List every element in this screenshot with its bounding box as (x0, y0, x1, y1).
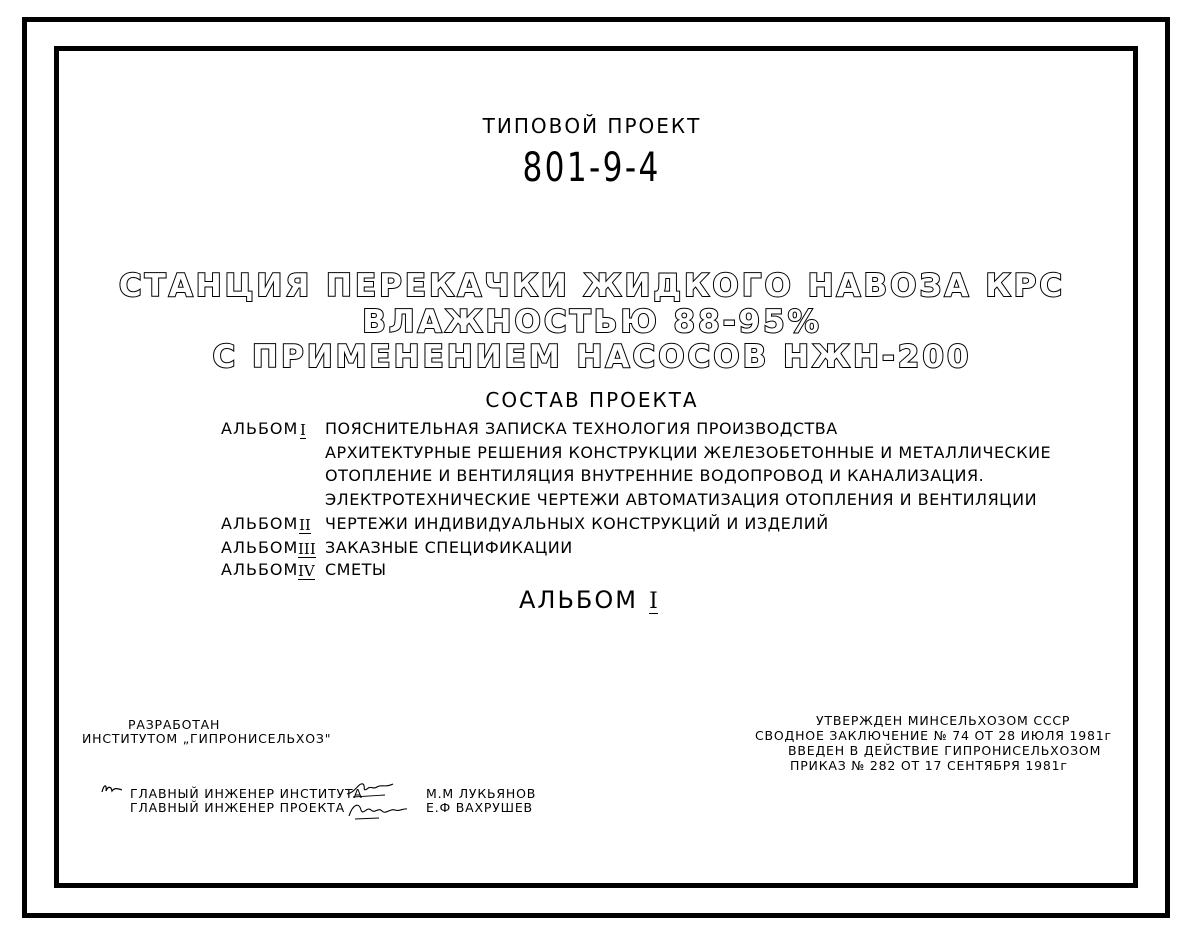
approval-line-3: ВВЕДЕН В ДЕЙСТВИЕ ГИПРОНИСЕЛЬХОЗОМ (788, 743, 1102, 758)
title-line-3: С ПРИМЕНЕНИЕМ НАСОСОВ НЖН-200 (212, 339, 972, 375)
project-type-label: ТИПОВОЙ ПРОЕКТ (482, 114, 702, 138)
chief-project-role: ГЛАВНЫЙ ИНЖЕНЕР ПРОЕКТА (130, 800, 345, 815)
album-2-line-1: ЧЕРТЕЖИ ИНДИВИДУАЛЬНЫХ КОНСТРУКЦИЙ И ИЗДЕЛИЙ (325, 514, 829, 533)
album-3-roman (298, 539, 316, 558)
chief-project-name: Е.Ф ВАХРУШЕВ (426, 800, 533, 815)
album-1-line-4: ЭЛЕКТРОТЕХНИЧЕСКИЕ ЧЕРТЕЖИ АВТОМАТИЗАЦИЯ ОТОПЛЕНИЯ И ВЕНТИЛЯЦИИ (325, 490, 1038, 509)
current-album (519, 586, 658, 614)
project-number: 801-9-4 (522, 145, 662, 191)
title-line-2: ВЛАЖНОСТЬЮ 88-95% (362, 304, 822, 340)
album-2-roman (299, 515, 311, 534)
current-album-label: АЛЬБОМ (519, 586, 638, 614)
album-4-roman (298, 561, 315, 580)
chief-institute-role: ГЛАВНЫЙ ИНЖЕНЕР ИНСТИТУТА (130, 786, 363, 801)
album-1-roman-text: I (300, 421, 306, 439)
album-4-roman-text: IV (298, 562, 315, 580)
album-4-line-1: СМЕТЫ (325, 560, 387, 579)
approval-line-2: СВОДНОЕ ЗАКЛЮЧЕНИЕ № 74 ОТ 28 ИЮЛЯ 1981г (755, 728, 1112, 743)
chief-institute-name: М.М ЛУКЬЯНОВ (426, 786, 537, 801)
approval-line-1: УТВЕРЖДЕН МИНСЕЛЬХОЗОМ СССР (816, 713, 1071, 728)
album-1-line-3: ОТОПЛЕНИЕ И ВЕНТИЛЯЦИЯ ВНУТРЕННИЕ ВОДОПРОВОД И КАНАЛИЗАЦИЯ. (325, 466, 985, 485)
project-number-wrap (0, 145, 1184, 191)
album-1-roman (300, 420, 306, 439)
initials-mark (100, 782, 124, 796)
album-1-label: АЛЬБОМ (221, 419, 299, 438)
developer-line-1: РАЗРАБОТАН (128, 717, 221, 732)
album-2-roman-text: II (299, 516, 311, 534)
composition-heading: СОСТАВ ПРОЕКТА (485, 388, 699, 412)
title-line-1: СТАНЦИЯ ПЕРЕКАЧКИ ЖИДКОГО НАВОЗА КРС (118, 268, 1066, 304)
developer-line-2: ИНСТИТУТОМ „ГИПРОНИСЕЛЬХОЗ" (82, 731, 332, 746)
album-1-line-2: АРХИТЕКТУРНЫЕ РЕШЕНИЯ КОНСТРУКЦИИ ЖЕЛЕЗОБЕТОННЫЕ И МЕТАЛЛИЧЕСКИЕ (325, 443, 1052, 462)
album-2-label: АЛЬБОМ (221, 514, 299, 533)
album-3-roman-text: III (298, 540, 316, 558)
signature-2 (345, 798, 409, 822)
album-3-label: АЛЬБОМ (221, 538, 299, 557)
approval-line-4: ПРИКАЗ № 282 ОТ 17 СЕНТЯБРЯ 1981г (790, 758, 1068, 773)
album-3-line-1: ЗАКАЗНЫЕ СПЕЦИФИКАЦИИ (325, 538, 573, 557)
album-4-label: АЛЬБОМ (221, 560, 299, 579)
signature-1 (345, 778, 395, 800)
current-album-roman: I (649, 589, 658, 614)
album-1-line-1: ПОЯСНИТЕЛЬНАЯ ЗАПИСКА ТЕХНОЛОГИЯ ПРОИЗВОДСТВА (325, 419, 838, 438)
